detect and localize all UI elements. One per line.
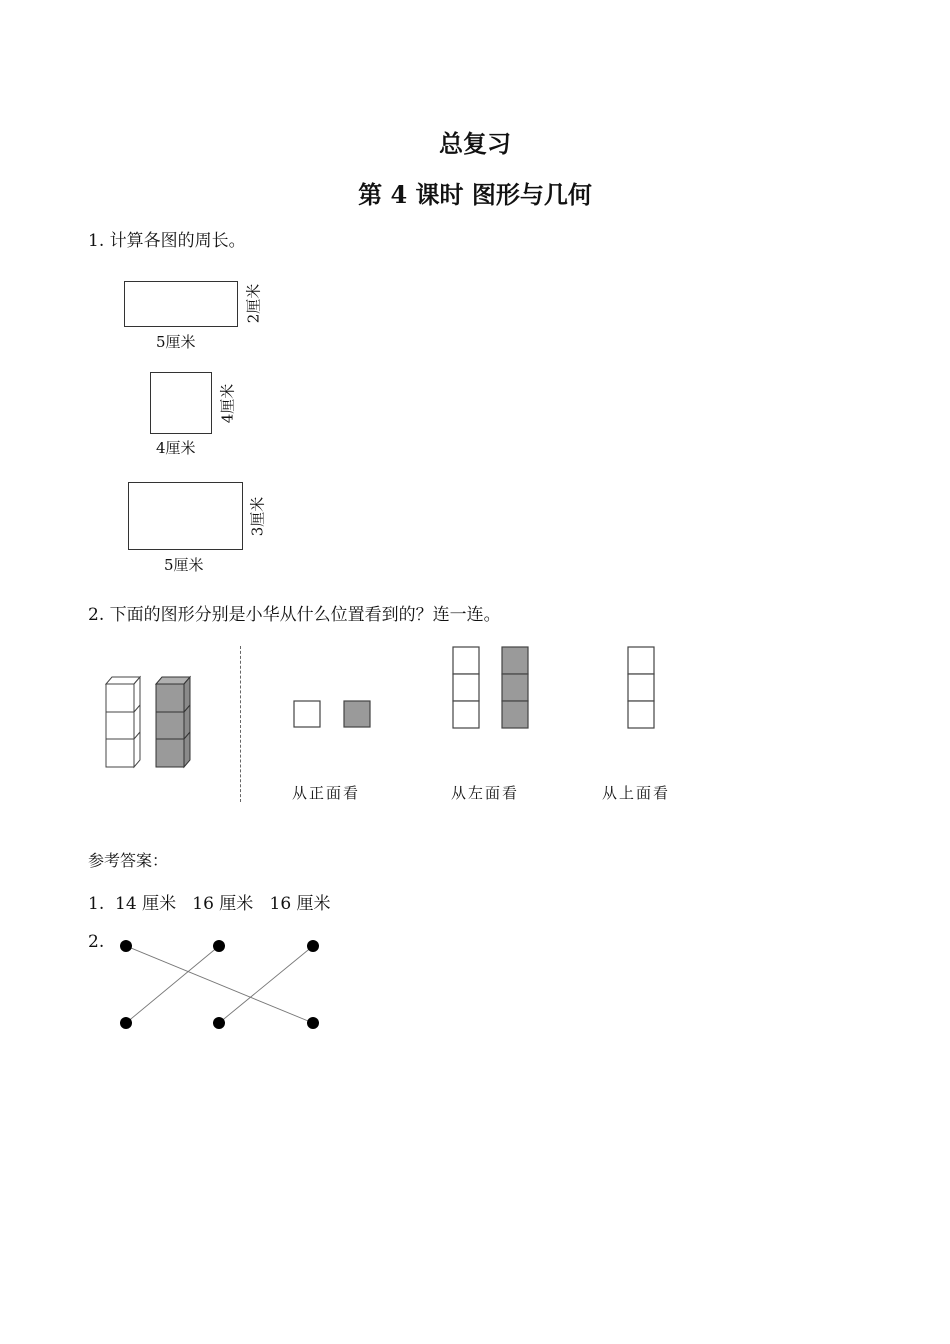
- answer-2-label: 2.: [88, 932, 105, 952]
- bottom-dot-2: [213, 1017, 225, 1029]
- rectangle-3-width-label: 5厘米: [164, 556, 204, 574]
- view-option-1: [294, 701, 370, 727]
- view-label-top: 从上面看: [602, 784, 671, 802]
- question-2-prompt: 2. 下面的图形分别是小华从什么位置看到的？连一连。: [88, 605, 501, 625]
- view-label-left: 从左面看: [451, 784, 520, 802]
- view-option-2: [453, 647, 528, 728]
- bottom-dot-1: [120, 1017, 132, 1029]
- dashed-divider: [240, 646, 241, 802]
- answer-1: 1. 14 厘米 16 厘米 16 厘米: [88, 894, 331, 914]
- rectangle-3: [128, 482, 243, 550]
- page-title: 总复习: [439, 129, 511, 158]
- views-figure: [290, 644, 690, 734]
- view-label-front: 从正面看: [292, 784, 361, 802]
- answers-heading: 参考答案：: [88, 851, 169, 870]
- top-dot-2: [213, 940, 225, 952]
- lesson-subtitle: 第 4 课时 图形与几何: [358, 180, 592, 209]
- square-2-height-label: 4厘米: [218, 383, 237, 424]
- top-dot-1: [120, 940, 132, 952]
- question-1-prompt: 1. 计算各图的周长。: [88, 231, 246, 251]
- gray-cube-stack: [156, 677, 190, 767]
- white-cube-stack: [106, 677, 140, 767]
- rectangle-1-width-label: 5厘米: [156, 333, 196, 351]
- view-option-3: [628, 647, 654, 728]
- cube-stacks-figure: [100, 670, 200, 774]
- rectangle-1: [124, 281, 238, 327]
- top-dot-3: [307, 940, 319, 952]
- bottom-dot-3: [307, 1017, 319, 1029]
- square-2-width-label: 4厘米: [156, 439, 196, 457]
- matching-lines: [126, 946, 313, 1023]
- square-2: [150, 372, 212, 434]
- answer-2-matching-diagram: [110, 934, 330, 1034]
- rectangle-3-height-label: 3厘米: [248, 496, 267, 537]
- rectangle-1-height-label: 2厘米: [244, 283, 263, 324]
